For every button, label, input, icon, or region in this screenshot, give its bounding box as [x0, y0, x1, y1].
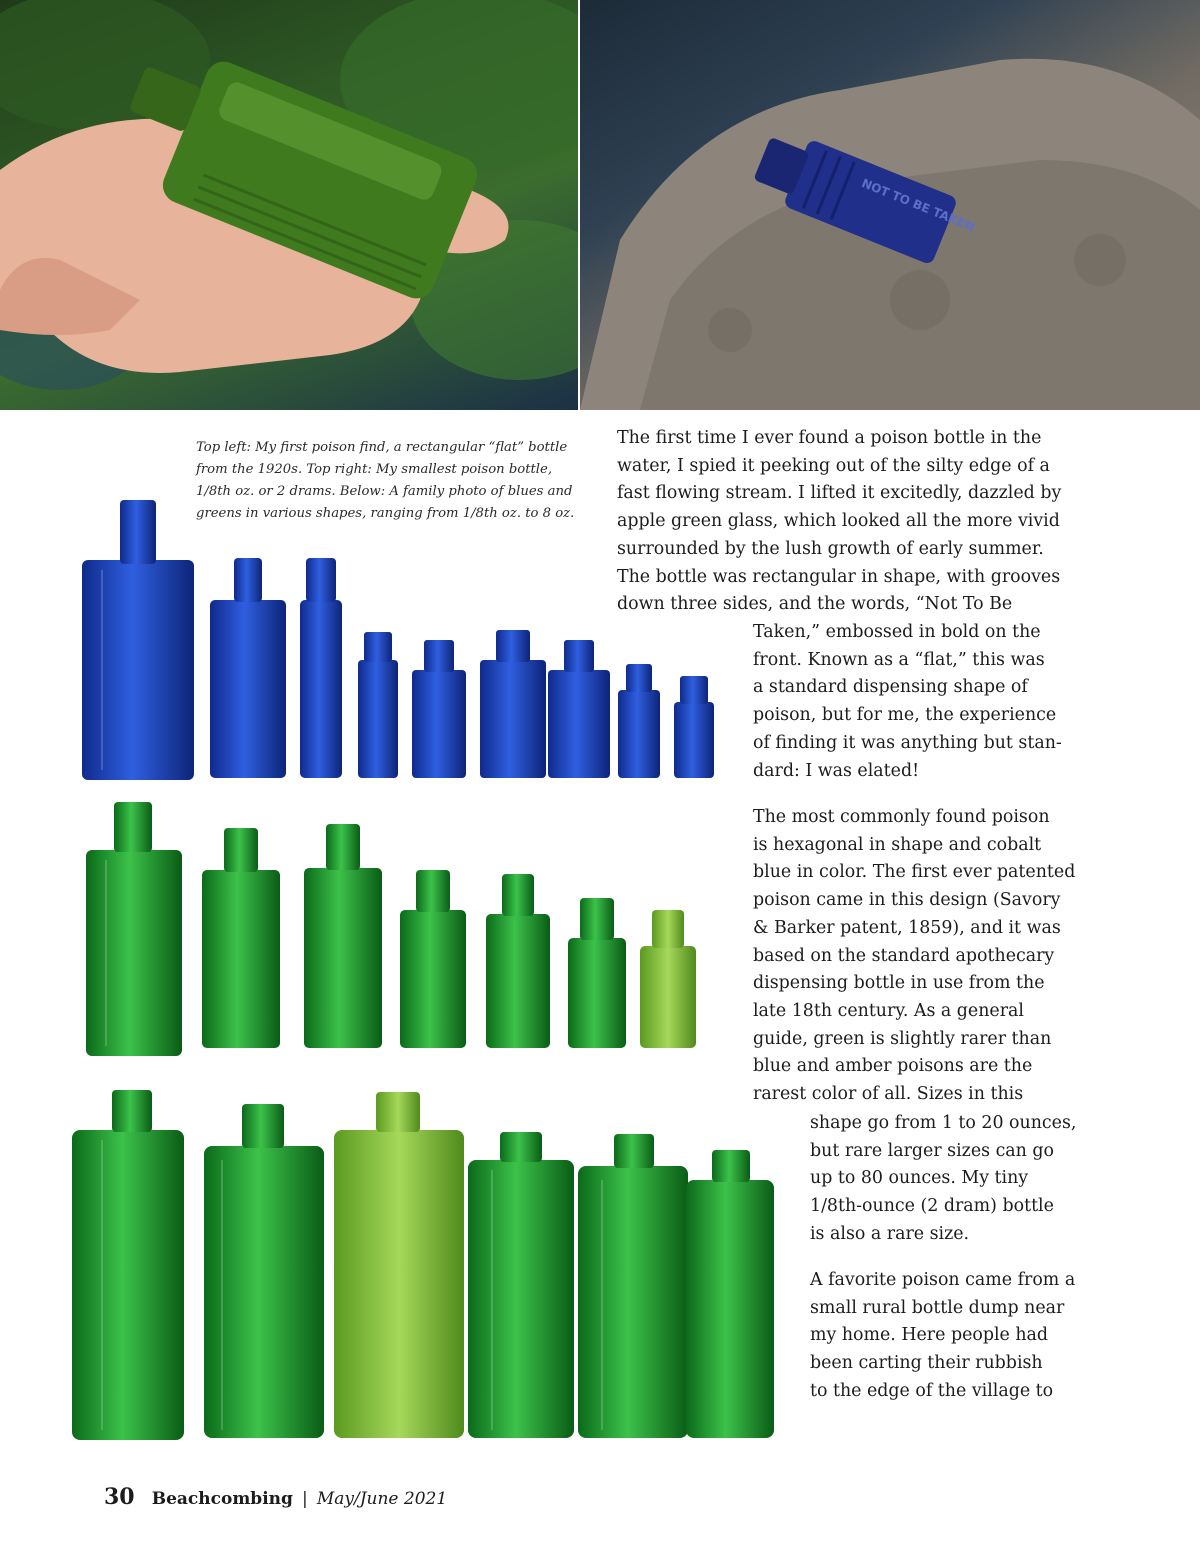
text-line: blue in color. The first ever patented [753, 862, 1076, 883]
text-line: down three sides, and the words, “Not To Be [617, 594, 1013, 615]
publication-name: Beachcombing [151, 1489, 293, 1509]
article-paragraph-2 [753, 804, 1075, 1109]
large-green-bottle [468, 1132, 574, 1438]
blue-bottle [548, 640, 610, 778]
text-line: been carting their rubbish [810, 1353, 1043, 1374]
text-line: Taken,” embossed in bold on the [753, 622, 1041, 642]
text-line: up to 80 ounces. My tiny [810, 1168, 1029, 1189]
text-line: poison, but for me, the experience [753, 705, 1057, 726]
blue-bottle [618, 664, 660, 778]
photo-hand-with-green-bottle [0, 0, 578, 410]
article-paragraph-2-continued [810, 1110, 1076, 1249]
blue-bottle [480, 630, 546, 778]
caption-line: greens in various shapes, ranging from 1/8th oz. to 8 oz. [196, 506, 575, 521]
blue-bottle [412, 640, 466, 778]
blue-bottle [210, 558, 286, 778]
text-line: fast flowing stream. I lifted it excitedly, dazzled by [617, 483, 1062, 504]
green-bottle [400, 870, 466, 1048]
text-line: dard: I was elated! [753, 760, 920, 781]
text-line: front. Known as a “flat,” this was [753, 649, 1045, 670]
green-bottle [86, 802, 182, 1056]
text-line: is hexagonal in shape and cobalt [753, 834, 1042, 855]
text-line: to the edge of the village to [810, 1380, 1054, 1401]
article-paragraph-3 [810, 1267, 1075, 1406]
green-bottle [568, 898, 626, 1048]
text-line: a standard dispensing shape of [753, 677, 1028, 698]
caption-line: 1/8th oz. or 2 drams. Below: A family photo of blues and [196, 484, 573, 499]
text-line: poison came in this design (Savory [753, 890, 1061, 911]
green-bottle [202, 828, 280, 1048]
caption-line: Top left: My first poison find, a rectangular “flat” bottle [196, 440, 568, 455]
bottle-embossing: NOT TO BE TAKEN [859, 176, 977, 235]
text-line: 1/8th-ounce (2 dram) bottle [810, 1196, 1054, 1217]
text-line: A favorite poison came from a [810, 1270, 1076, 1290]
text-line: guide, green is slightly rarer than [753, 1028, 1052, 1049]
green-bottle [640, 910, 696, 1048]
page-number: 30 [104, 1484, 135, 1510]
photo-blue-bottle-on-rock [580, 0, 1200, 410]
blue-bottle [82, 500, 194, 780]
text-line: rarest color of all. Sizes in this [753, 1084, 1024, 1105]
text-line: based on the standard apothecary [753, 945, 1055, 966]
large-green-bottle [72, 1090, 184, 1440]
text-line: shape go from 1 to 20 ounces, [810, 1113, 1077, 1133]
footer-separator: | [302, 1489, 308, 1509]
large-green-bottle [334, 1092, 464, 1438]
issue-date: May/June 2021 [316, 1489, 448, 1509]
text-line: The most commonly found poison [753, 807, 1050, 827]
blue-bottle [358, 632, 398, 778]
text-line: blue and amber poisons are the [753, 1056, 1033, 1077]
large-green-bottle-row [72, 1090, 774, 1440]
caption-line: from the 1920s. Top right: My smallest poison bottle, [196, 462, 553, 477]
text-line: water, I spied it peeking out of the silty edge of a [617, 455, 1050, 476]
text-line: The bottle was rectangular in shape, with grooves [617, 566, 1061, 587]
green-bottle [304, 824, 382, 1048]
text-line: is also a rare size. [810, 1223, 970, 1244]
text-line: & Barker patent, 1859), and it was [753, 917, 1061, 938]
text-line: late 18th century. As a general [753, 1000, 1024, 1021]
large-green-bottle [686, 1150, 774, 1438]
article-paragraph-1 [617, 425, 1061, 619]
large-green-bottle [578, 1134, 688, 1438]
text-line: dispensing bottle in use from the [753, 973, 1045, 994]
text-line: The first time I ever found a poison bottle in the [617, 428, 1042, 448]
text-line: of finding it was anything but stan- [753, 732, 1062, 753]
text-line: small rural bottle dump near [810, 1297, 1065, 1318]
blue-bottle [300, 558, 342, 778]
text-line: apple green glass, which looked all the more vivid [617, 511, 1060, 532]
page-footer [104, 1484, 447, 1510]
text-line: but rare larger sizes can go [810, 1140, 1055, 1161]
blue-bottle [674, 676, 714, 778]
text-line: surrounded by the lush growth of early summer. [617, 538, 1044, 559]
green-bottle [486, 874, 550, 1048]
green-bottle-row [86, 802, 696, 1056]
text-line: my home. Here people had [810, 1325, 1049, 1346]
article-paragraph-1-continued [753, 619, 1062, 785]
